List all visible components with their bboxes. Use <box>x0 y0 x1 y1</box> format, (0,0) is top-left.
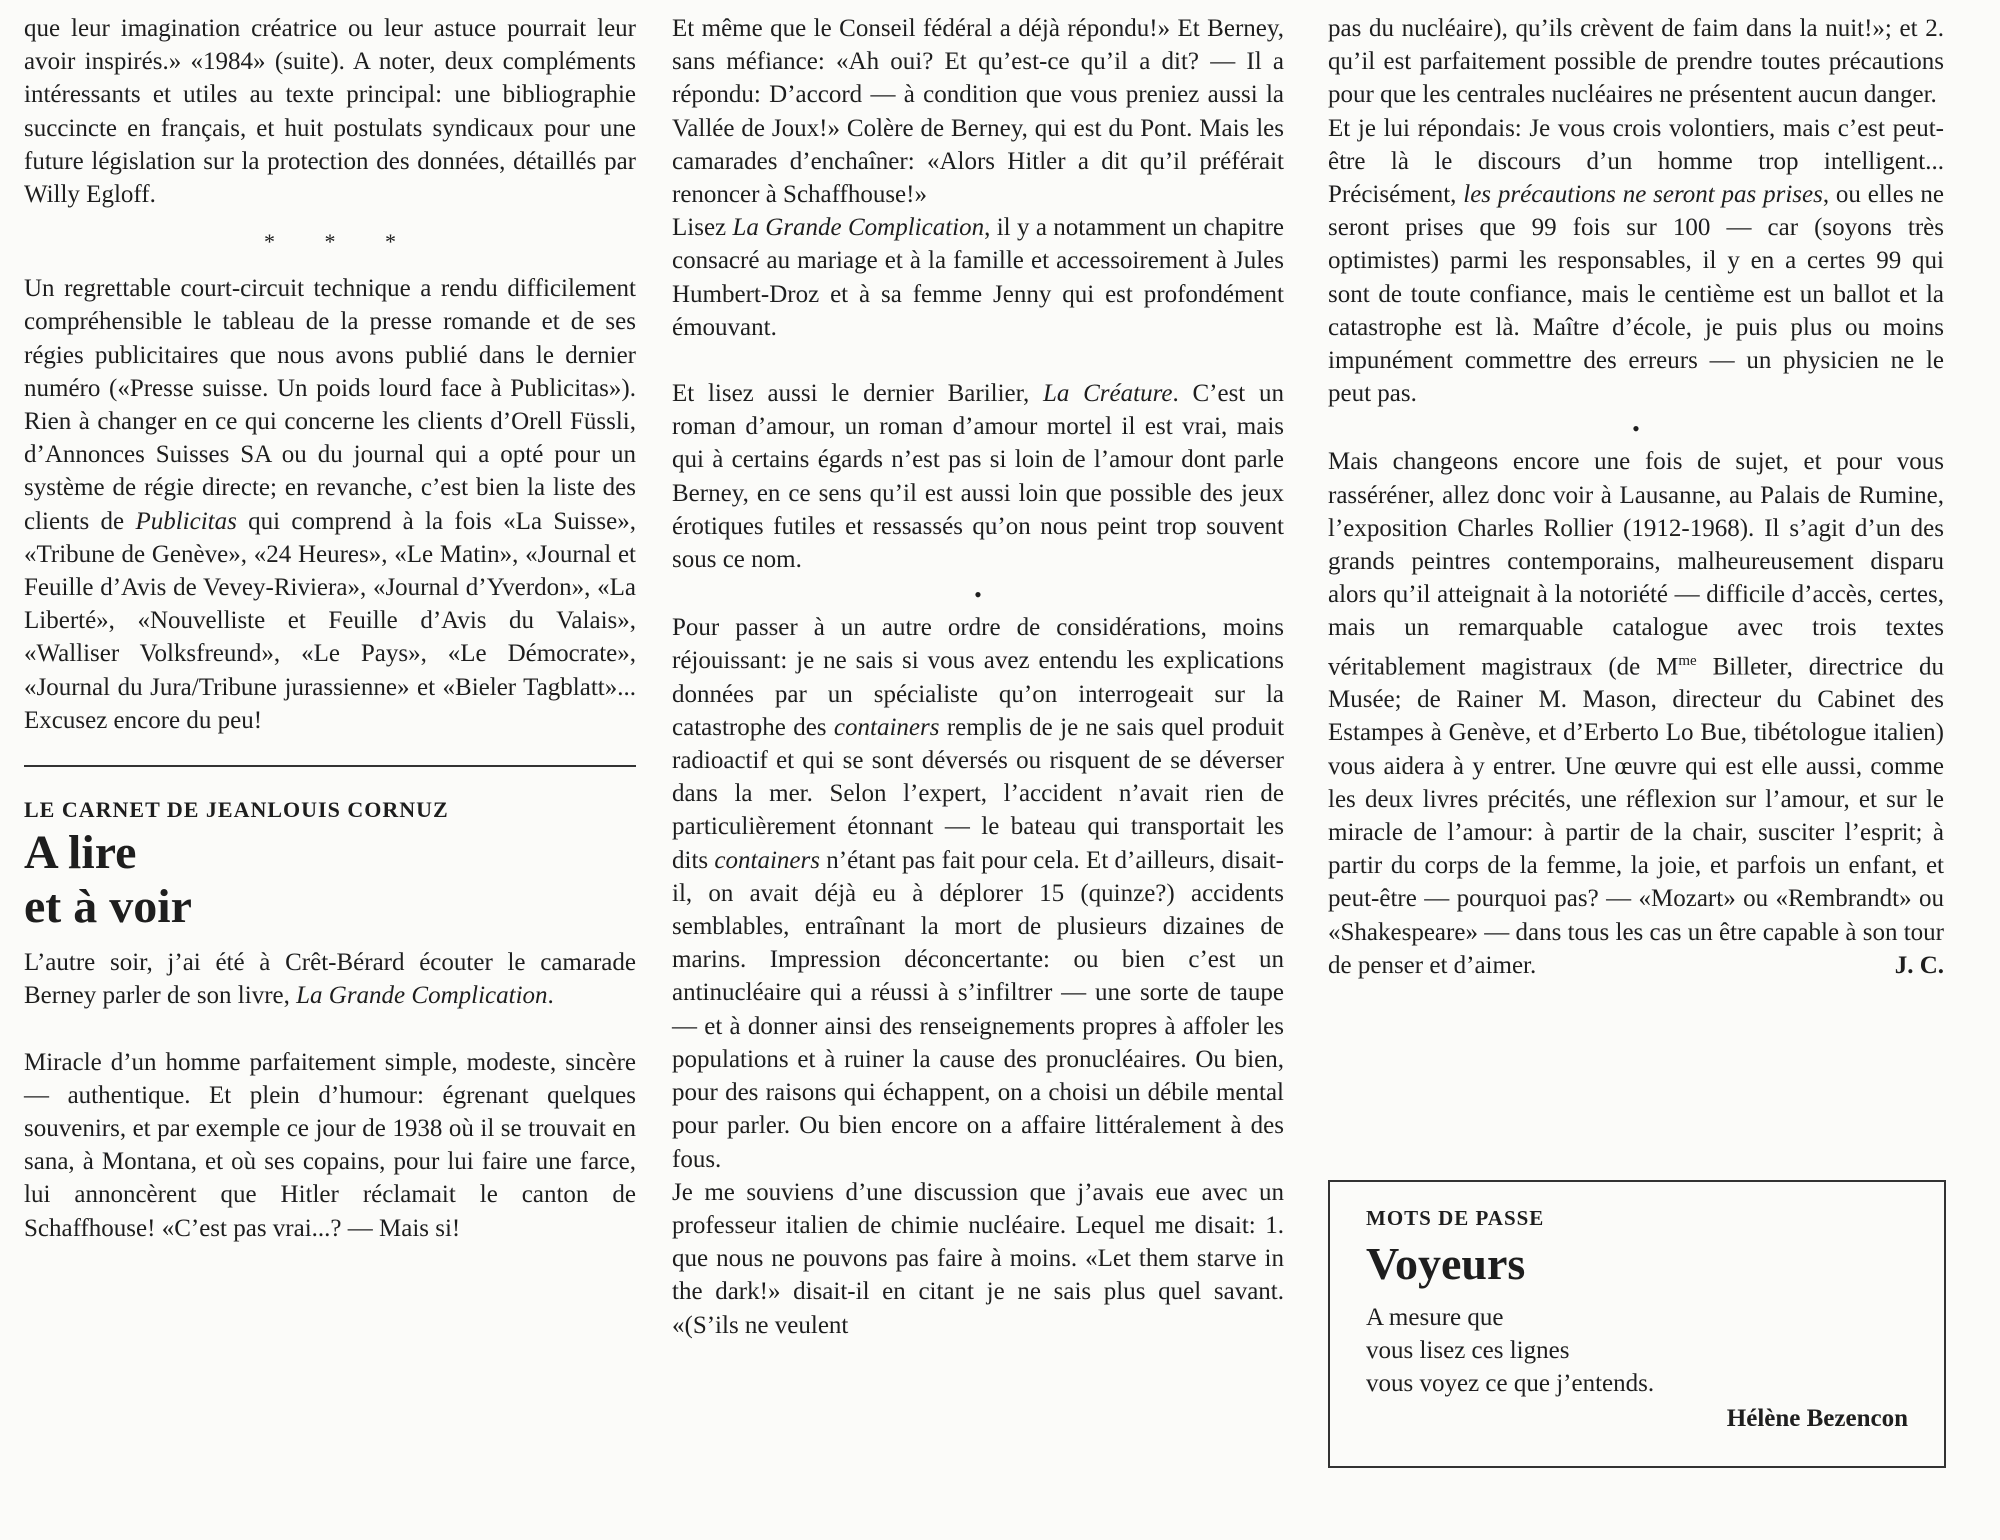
poem <box>1366 1301 1908 1400</box>
ornament: • <box>1632 416 1640 442</box>
ornament: • <box>974 582 982 608</box>
text-italic: La Créature <box>1042 380 1173 408</box>
box-headline: Voyeurs <box>1366 1238 1526 1289</box>
text: Et lisez aussi le dernier Barilier, <box>672 380 1043 408</box>
paragraph: Je me souviens d’une discussion que j’avais eue avec un professeur italien de chimie nucléaire. Lequel me disait: 1. que nous ne pouvons pas faire à moins. «Let them starve in the dark!» disait-il en citant je ne sais plus quel savant. «(S’ils ne veulent <box>672 1178 1284 1339</box>
paragraph: pas du nucléaire), qu’ils crèvent de faim dans la nuit!»; et 2. qu’il est parfaitement possible de prendre toutes précautions pour que les centrales nucléaires ne présentent aucun danger. <box>1328 15 1944 109</box>
poem-line: A mesure que <box>1366 1304 1504 1331</box>
paragraph: que leur imagination créatrice ou leur astuce pourrait leur avoir inspirés.» «1984» (suite). A noter, deux compléments intéressants et utiles au texte principal: une bibliographie succincte en français, et huit postulats syndicaux pour une future législation sur la protection des données, détaillés par Willy Egloff. <box>24 15 636 209</box>
section-kicker: LE CARNET DE JEANLOUIS CORNUZ <box>24 797 449 823</box>
paragraph <box>672 611 1284 1175</box>
column-2 <box>672 12 1284 1342</box>
poem-line: vous voyez ce que j’entends. <box>1366 1370 1655 1397</box>
text: Mais changeons encore une fois de sujet, et pour vous rasséréner, allez donc voir à Lausanne, au Palais de Rumine, l’exposition Charles Rollier (1912-1968). Il s’agit d’un des grands peintres contemporains, malheureusement disparu alors qu’il atteignait à la notoriété — difficile d’accès, certes, mais un remarquable catalogue avec trois textes véritablement magistraux (de M <box>1328 448 1944 680</box>
text: Un regrettable court-circuit technique a rendu difficilement compréhensible le tableau de la presse romande et de ses régies publicitaires que nous avons publié dans le dernier numéro («Presse suisse. Un poids lourd face à Publicitas»). Rien à changer en ce qui concerne les clients d’Orell Füssli, d’Annonces Suisses SA ou du journal qui a opté pour un système de régie directe; en revanche, c’est bien la liste des clients de <box>24 275 636 535</box>
column-3 <box>1328 12 1944 982</box>
box-kicker: MOTS DE PASSE <box>1366 1206 1545 1230</box>
text: , il y a notamment un chapitre consacré au mariage et à la famille et accessoirement à Jules Humbert-Droz et à sa femme Jenny qui est profondément émouvant. <box>672 214 1284 341</box>
text: Billeter, directrice du Musée; de Rainer M. Mason, directeur du Cabinet des Estampes à Genève, et d’Erberto Lo Bue, tibétologue italien) vous aidera à y entrer. Une œuvre qui est elle aussi, comme les deux livres précités, une réflexion sur l’amour, et sur le miracle de l’amour: à partir de la chair, susciter l’esprit; à partir du corps de la femme, la joie, et parfois un enfant, et peut-être — pourquoi pas? — «Mozart» ou «Rembrandt» ou «Shakespeare» — dans tous les cas un être capable à son tour de penser et d’aimer. <box>1328 652 1944 979</box>
text-italic: les précautions ne seront pas prises <box>1463 181 1823 209</box>
text-italic: La Grande Complication <box>296 982 548 1010</box>
text: L’autre soir, j’ai été à Crêt-Bérard écouter le camarade Berney parler de son livre, <box>24 949 636 1010</box>
text: Pour passer à un autre ordre de considérations, moins réjouissant: je ne sais si vous avez entendu les explications données par un spécialiste qu’on interrogeait sur la catastrophe des <box>672 614 1284 741</box>
text: remplis de je ne sais quel produit radioactif et qui se sont déversés ou risquent de se déverser dans la mer. Selon l’expert, l’accident n’avait rien de particulièrement étonnant — le bateau qui transportait les dits <box>672 713 1285 874</box>
paragraph <box>672 211 1284 344</box>
text: . C’est un roman d’amour, un roman d’amour mortel il est vrai, mais qui à certains égards n’est pas si loin de l’amour dont parle Berney, en ce sens qu’il est aussi loin que possible des jeux érotiques futiles et ressassés qu’on nous peint trop souvent sous ce nom. <box>672 380 1284 574</box>
text-italic: Publicitas <box>135 507 237 535</box>
column-1 <box>24 12 636 1245</box>
article-headline <box>24 826 636 934</box>
paragraph <box>24 272 636 737</box>
text: qui comprend à la fois «La Suisse», «Tribune de Genève», «24 Heures», «Le Matin», «Journal et Feuille d’Avis de Vevey-Riviera», «Journal d’Yverdon», «La Liberté», «Nouvelliste et Feuille d’Avis du Valais», «Walliser Volksfreund», «Le Pays», «Le Démocrate», «Journal du Jura/Tribune jurassienne» et «Bieler Tagblatt»... Excusez encore du peu! <box>24 507 636 734</box>
poem-author: Hélène Bezencon <box>1726 1405 1908 1432</box>
divider <box>24 765 636 767</box>
text-italic: containers <box>833 713 940 741</box>
superscript: me <box>1678 652 1697 669</box>
text: Lisez <box>672 214 733 242</box>
paragraph: Miracle d’un homme parfaitement simple, modeste, sincère — authentique. Et plein d’humour: égrenant quelques souvenirs, et par exemple ce jour de 1938 où il se trouvait en sana, à Montana, et où ses copains, pour lui faire une farce, lui annoncèrent que Hitler réclamait le canton de Schaffhouse! «C’est pas vrai...? — Mais si! <box>24 1048 636 1242</box>
text: , ou elles ne seront prises que 99 fois sur 100 — car (soyons très optimistes) parmi les responsables, il y en a certes 99 qui sont de toute confiance, mais le centième est un ballot et la catastrophe est là. Maître d’école, je puis plus ou moins impunément commettre des erreurs — un physicien ne le peut pas. <box>1328 181 1944 408</box>
paragraph <box>1328 445 1944 982</box>
poem-box <box>1328 1180 1946 1468</box>
text-italic: containers <box>714 846 820 874</box>
signature: J. C. <box>1894 951 1944 979</box>
ornament: * * * <box>264 229 418 255</box>
paragraph <box>672 377 1284 576</box>
paragraph <box>24 946 636 1012</box>
text: . <box>547 982 554 1010</box>
text: Et je lui répondais: Je vous crois volontiers, mais c’est peut-être là le discours d’un homme trop intelligent... Précisément, <box>1328 114 1944 209</box>
text: n’étant pas fait pour cela. Et d’ailleurs, disait-il, on avait déjà eu à déplorer 15 (quinze?) accidents semblables, entraînant la mort de plusieurs dizaines de marins. Impression déconcertante: ou bien c’est un antinucléaire qui a réussi à s’infiltrer — une sorte de taupe — et à donner ainsi des renseignements propres à affoler les populations et à ruiner la cause des pronucléaires. Ou bien, pour des raisons qui échappent, on a choisi un débile mental pour parler. Ou bien encore on a affaire littéralement à des fous. <box>672 846 1284 1173</box>
poem-line: vous lisez ces lignes <box>1366 1337 1570 1364</box>
text-italic: La Grande Complication <box>732 214 985 242</box>
paragraph <box>1328 112 1944 411</box>
headline-line: A lire <box>24 826 137 880</box>
paragraph: Et même que le Conseil fédéral a déjà répondu!» Et Berney, sans méfiance: «Ah oui? Et qu’est-ce qu’il a dit? — Il a répondu: D’accord — à condition que vous preniez aussi la Vallée de Joux!» Colère de Berney, qui est du Pont. Mais les camarades d’enchaîner: «Alors Hitler a dit qu’il préférait renoncer à Schaffhouse!» <box>672 15 1284 209</box>
headline-line: et à voir <box>24 880 192 934</box>
